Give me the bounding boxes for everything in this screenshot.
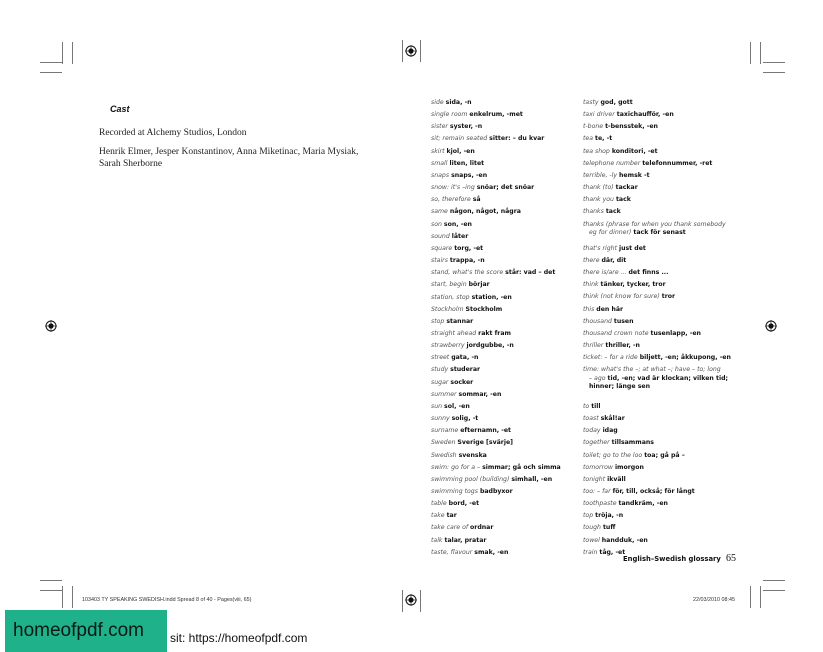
- entry-english: thanks (phrase for when you thank somebody: [583, 220, 726, 228]
- glossary-entry: [583, 437, 733, 449]
- glossary-entry: [583, 109, 733, 121]
- entry-swedish: te, -t: [595, 135, 613, 143]
- entry-swedish: snöar; det snöar: [476, 184, 535, 192]
- glossary-entry: [431, 158, 581, 170]
- print-slug-date: 22/03/2010 08:45: [693, 597, 735, 603]
- entry-swedish: smak, -en: [474, 548, 509, 556]
- cast-recorded: Recorded at Alchemy Studios, London: [99, 128, 247, 138]
- entry-swedish: det finns ...: [628, 269, 669, 277]
- glossary-entry: [583, 194, 733, 206]
- print-slug-file-info: 103403 TY SPEAKING SWEDISH.indd Spread 8 of 40 - Pages(viii, 65): [82, 597, 252, 603]
- entry-english: towel: [583, 536, 600, 544]
- glossary-entry: [583, 425, 733, 437]
- glossary-entry: [431, 97, 581, 109]
- watermark-link[interactable]: sit: https://homeofpdf.com: [170, 631, 308, 645]
- entry-swedish: handduk, -en: [601, 536, 648, 544]
- crop-mark: [62, 586, 63, 608]
- entry-swedish: simhall, -en: [511, 475, 553, 483]
- watermark-badge[interactable]: homeofpdf.com: [5, 610, 167, 652]
- entry-english: thank (to): [583, 184, 614, 192]
- glossary-entry: [431, 535, 581, 547]
- glossary-entry: [431, 510, 581, 522]
- glossary-entry: [431, 522, 581, 534]
- crop-mark: [40, 580, 62, 581]
- entry-swedish: tröja, -n: [595, 512, 624, 520]
- glossary-entry: [583, 291, 733, 303]
- glossary-entry: [583, 474, 733, 486]
- entry-english: sister: [431, 123, 448, 131]
- glossary-entry: [431, 231, 581, 243]
- glossary-entry: [431, 243, 581, 255]
- glossary-entry: [431, 498, 581, 510]
- entry-english: thanks: [583, 208, 604, 216]
- glossary-entry: [583, 316, 733, 328]
- glossary-entry: [431, 182, 581, 194]
- glossary-entry: [583, 146, 733, 158]
- entry-swedish: någon, något, några: [449, 208, 521, 216]
- entry-swedish: idag: [602, 427, 618, 435]
- glossary-entry: [583, 413, 733, 425]
- entry-english: swimming togs: [431, 488, 478, 495]
- crop-mark: [763, 72, 785, 73]
- entry-swedish: liten, litet: [449, 159, 485, 167]
- entry-swedish: god, gott: [600, 99, 633, 106]
- glossary-entry: [583, 279, 733, 291]
- entry-swedish: tillsammans: [611, 439, 654, 447]
- entry-swedish: solig, -t: [451, 415, 479, 423]
- entry-english: skirt: [431, 147, 445, 155]
- entry-english: together: [583, 439, 610, 447]
- entry-english: toast: [583, 415, 599, 423]
- entry-english: t-bone: [583, 123, 604, 131]
- entry-swedish: hemsk -t: [619, 171, 650, 179]
- entry-english: tonight: [583, 475, 606, 483]
- glossary-entry: [431, 450, 581, 462]
- glossary-entry: [431, 109, 581, 121]
- glossary-entry: [583, 328, 733, 340]
- entry-english: toothpaste: [583, 500, 617, 508]
- entry-swedish: imorgon: [614, 463, 644, 471]
- glossary-entry: [431, 462, 581, 474]
- glossary-entry: [431, 389, 581, 401]
- entry-english: train: [583, 548, 598, 556]
- page-number: 65: [726, 553, 736, 564]
- entry-english: swimming pool (building): [431, 475, 510, 483]
- entry-swedish: telefonnummer, -ret: [642, 159, 713, 167]
- entry-english: tomorrow: [583, 463, 613, 471]
- glossary-entry: [431, 486, 581, 498]
- entry-swedish: sida, -n: [445, 99, 472, 106]
- entry-swedish: Sverige [svärje]: [457, 439, 513, 447]
- entry-english: so, therefore: [431, 196, 471, 204]
- entry-english: that's right: [583, 244, 617, 252]
- entry-swedish: thriller, -n: [605, 342, 640, 350]
- glossary-entry: [583, 486, 733, 498]
- entry-english: stand, what's the score: [431, 269, 504, 277]
- entry-swedish: tar: [446, 512, 457, 520]
- crop-mark: [40, 62, 62, 63]
- crop-mark: [760, 586, 761, 608]
- entry-swedish: hinner; länge sen: [589, 383, 650, 391]
- entry-english: telephone number: [583, 159, 641, 167]
- crop-mark: [72, 42, 73, 64]
- entry-swedish: konditori, -et: [611, 147, 658, 155]
- entry-swedish: enkelrum, -met: [469, 111, 523, 119]
- glossary-entry: [431, 377, 581, 389]
- entry-english: time: what's the –; at what –; have – to; long: [583, 366, 721, 374]
- entry-english: straight ahead: [431, 329, 477, 337]
- entry-continuation: [583, 229, 733, 238]
- glossary-entry: [431, 255, 581, 267]
- entry-swedish: trappa, -n: [449, 257, 485, 265]
- registration-mark-icon: [405, 45, 417, 57]
- entry-english: sun: [431, 402, 443, 410]
- crop-mark: [420, 590, 421, 612]
- entry-swedish: torg, -et: [454, 244, 484, 252]
- entry-english: stairs: [431, 257, 448, 265]
- glossary-entry: [583, 121, 733, 133]
- crop-mark: [763, 590, 785, 591]
- entry-swedish: tack: [615, 196, 631, 204]
- glossary-entry: [431, 146, 581, 158]
- glossary-entry: [583, 498, 733, 510]
- entry-english: strawberry: [431, 342, 465, 350]
- crop-mark: [72, 586, 73, 608]
- entry-swedish: Stockholm: [465, 305, 503, 313]
- entry-english: tough: [583, 524, 601, 532]
- entry-english: tea shop: [583, 147, 610, 155]
- crop-mark: [750, 586, 751, 608]
- entry-english: snow: it's –ing: [431, 184, 475, 192]
- entry-english: eg for dinner): [589, 229, 632, 237]
- entry-english: too: – far: [583, 488, 611, 496]
- entry-english: ticket: – for a ride: [583, 354, 638, 362]
- glossary-entry: [583, 535, 733, 547]
- glossary-entry: [583, 219, 733, 243]
- entry-swedish: tackar: [615, 184, 638, 192]
- glossary-entry: [431, 352, 581, 364]
- entry-swedish: för, till, också; för långt: [612, 488, 695, 496]
- entry-swedish: jordgubbe, -n: [466, 342, 514, 350]
- entry-english: study: [431, 366, 449, 374]
- glossary-entry: [431, 219, 581, 231]
- entry-continuation: [583, 383, 733, 392]
- glossary-entry: [583, 401, 733, 413]
- entry-english: station, stop: [431, 293, 470, 301]
- entry-english: thriller: [583, 342, 604, 350]
- cast-names-line-1: Henrik Elmer, Jesper Konstantinov, Anna Miketinac, Maria Mysiak,: [99, 147, 359, 157]
- entry-swedish: sommar, -en: [458, 390, 502, 398]
- glossary-entry: [431, 425, 581, 437]
- glossary-entry: [583, 158, 733, 170]
- entry-swedish: låter: [451, 232, 469, 240]
- entry-english: swim: go for a –: [431, 463, 481, 471]
- cast-names-line-2: Sarah Sherborne: [99, 159, 163, 169]
- entry-swedish: taxichaufför, -en: [616, 111, 674, 119]
- entry-english: taste, flavour: [431, 548, 473, 556]
- glossary-entry: [431, 121, 581, 133]
- entry-swedish: svenska: [458, 451, 487, 459]
- glossary-entry: [583, 450, 733, 462]
- glossary-entry: [431, 474, 581, 486]
- entry-english: tea: [583, 135, 594, 143]
- entry-swedish: just det: [618, 244, 646, 252]
- entry-swedish: badbyxor: [479, 488, 513, 495]
- entry-english: take care of: [431, 524, 469, 532]
- entry-english: snaps: [431, 171, 450, 179]
- glossary-entry: [583, 243, 733, 255]
- entry-swedish: bord, -et: [448, 500, 480, 508]
- entry-swedish: kjol, -en: [446, 147, 475, 155]
- registration-mark-icon: [405, 594, 417, 606]
- entry-english: thank you: [583, 196, 614, 204]
- entry-english: thousand crown note: [583, 329, 649, 337]
- entry-english: Stockholm: [431, 305, 464, 313]
- entry-english: side: [431, 99, 444, 106]
- entry-english: think (not know for sure): [583, 293, 660, 301]
- glossary-entry: [431, 437, 581, 449]
- glossary-column-left: [431, 97, 581, 559]
- entry-swedish: den här: [596, 305, 624, 313]
- entry-english: there: [583, 257, 600, 265]
- glossary-entry: [583, 352, 733, 364]
- glossary-entry: [583, 182, 733, 194]
- entry-english: terrible, -ly: [583, 171, 618, 179]
- glossary-entry: [431, 547, 581, 559]
- entry-english: Swedish: [431, 451, 457, 459]
- entry-english: taxi driver: [583, 111, 615, 119]
- entry-swedish: syster, -n: [449, 123, 483, 131]
- registration-mark-icon: [45, 320, 57, 332]
- entry-english: top: [583, 512, 594, 520]
- entry-english: toilet; go to the loo: [583, 451, 643, 459]
- entry-swedish: biljett, -en; åkkupong, -en: [639, 354, 731, 362]
- entry-swedish: skål!ar: [600, 415, 625, 423]
- crop-mark: [420, 40, 421, 62]
- entry-swedish: socker: [450, 378, 474, 386]
- glossary-entry: [583, 304, 733, 316]
- entry-english: to: [583, 402, 590, 410]
- entry-english: same: [431, 208, 448, 216]
- entry-swedish: rakt fram: [478, 329, 511, 337]
- glossary-entry: [431, 413, 581, 425]
- entry-english: tasty: [583, 99, 599, 106]
- entry-swedish: så: [472, 196, 481, 204]
- glossary-entry: [583, 462, 733, 474]
- entry-swedish: tusenlapp, -en: [650, 329, 701, 337]
- entry-english: think: [583, 281, 599, 289]
- glossary-entry: [583, 170, 733, 182]
- glossary-entry: [431, 401, 581, 413]
- entry-english: small: [431, 159, 448, 167]
- entry-swedish: simmar; gå och simma: [482, 463, 561, 471]
- entry-english: thousand: [583, 317, 612, 325]
- crop-mark: [760, 42, 761, 64]
- entry-continuation: [583, 375, 733, 384]
- glossary-entry: [583, 267, 733, 279]
- entry-swedish: tänker, tycker, tror: [600, 281, 666, 289]
- entry-english: Sweden: [431, 439, 456, 447]
- crop-mark: [763, 580, 785, 581]
- entry-english: sit; remain seated: [431, 135, 488, 143]
- entry-swedish: står: vad – det: [505, 269, 556, 277]
- glossary-entry: [583, 510, 733, 522]
- glossary-entry: [583, 206, 733, 218]
- glossary-entry: [431, 279, 581, 291]
- entry-swedish: toa; gå på –: [644, 451, 685, 459]
- entry-swedish: tandkräm, -en: [618, 500, 668, 508]
- glossary-entry: [583, 133, 733, 145]
- crop-mark: [40, 590, 62, 591]
- entry-english: table: [431, 500, 447, 508]
- entry-english: summer: [431, 390, 457, 398]
- entry-swedish: tid, -en; vad är klockan; vilken tid;: [607, 374, 728, 382]
- entry-english: son: [431, 220, 442, 228]
- entry-swedish: stannar: [446, 317, 474, 325]
- glossary-entry: [431, 292, 581, 304]
- entry-swedish: studerar: [450, 366, 481, 374]
- entry-swedish: tror: [661, 293, 676, 301]
- glossary-entry: [431, 170, 581, 182]
- glossary-entry: [431, 133, 581, 145]
- glossary-entry: [431, 316, 581, 328]
- glossary-entry: [431, 328, 581, 340]
- entry-english: surname: [431, 427, 459, 435]
- entry-swedish: tusen: [613, 317, 634, 325]
- entry-english: start, begin: [431, 281, 467, 289]
- crop-mark: [763, 62, 785, 63]
- entry-swedish: till: [591, 402, 601, 410]
- entry-english: square: [431, 244, 453, 252]
- crop-mark: [62, 42, 63, 64]
- glossary-entry: [583, 255, 733, 267]
- entry-swedish: son, -en: [443, 220, 472, 228]
- entry-swedish: tuff: [602, 524, 616, 532]
- glossary-entry: [431, 340, 581, 352]
- glossary-entry: [431, 194, 581, 206]
- entry-swedish: talar, pratar: [444, 536, 487, 544]
- running-footer-title: English–Swedish glossary: [623, 555, 721, 563]
- entry-swedish: börjar: [468, 281, 490, 289]
- entry-english: – ago: [589, 374, 606, 382]
- glossary-entry: [583, 340, 733, 352]
- glossary-entry: [583, 97, 733, 109]
- crop-mark: [750, 42, 751, 64]
- glossary-entry: [431, 206, 581, 218]
- entry-swedish: t-bensstek, -en: [605, 123, 658, 131]
- glossary-entry: [431, 304, 581, 316]
- entry-swedish: tack: [605, 208, 621, 216]
- cast-heading: Cast: [110, 104, 130, 114]
- entry-swedish: tåg, -et: [599, 548, 626, 556]
- entry-english: today: [583, 427, 601, 435]
- entry-swedish: ikväll: [607, 475, 626, 483]
- glossary-entry: [431, 267, 581, 279]
- entry-english: single room: [431, 111, 468, 119]
- entry-english: there is/are ...: [583, 269, 627, 277]
- entry-english: sound: [431, 232, 450, 240]
- glossary-entry: [583, 364, 733, 401]
- entry-swedish: där, dit: [601, 257, 627, 265]
- entry-swedish: sol, -en: [444, 402, 470, 410]
- crop-mark: [402, 590, 403, 612]
- entry-english: sunny: [431, 415, 450, 423]
- entry-swedish: efternamn, -et: [460, 427, 511, 435]
- glossary-entry: [431, 364, 581, 376]
- entry-english: sugar: [431, 378, 449, 386]
- glossary-entry: [583, 522, 733, 534]
- entry-swedish: gata, -n: [451, 354, 479, 362]
- entry-swedish: snaps, -en: [451, 171, 488, 179]
- registration-mark-icon: [765, 320, 777, 332]
- glossary-column-right: [583, 97, 733, 559]
- entry-english: take: [431, 512, 445, 520]
- entry-swedish: ordnar: [470, 524, 494, 532]
- entry-swedish: station, -en: [471, 293, 512, 301]
- entry-swedish: tack för senast: [633, 229, 686, 237]
- entry-english: street: [431, 354, 450, 362]
- crop-mark: [40, 72, 62, 73]
- entry-english: stop: [431, 317, 445, 325]
- entry-swedish: sitter: – du kvar: [489, 135, 545, 143]
- entry-english: this: [583, 305, 595, 313]
- entry-english: talk: [431, 536, 443, 544]
- crop-mark: [402, 40, 403, 62]
